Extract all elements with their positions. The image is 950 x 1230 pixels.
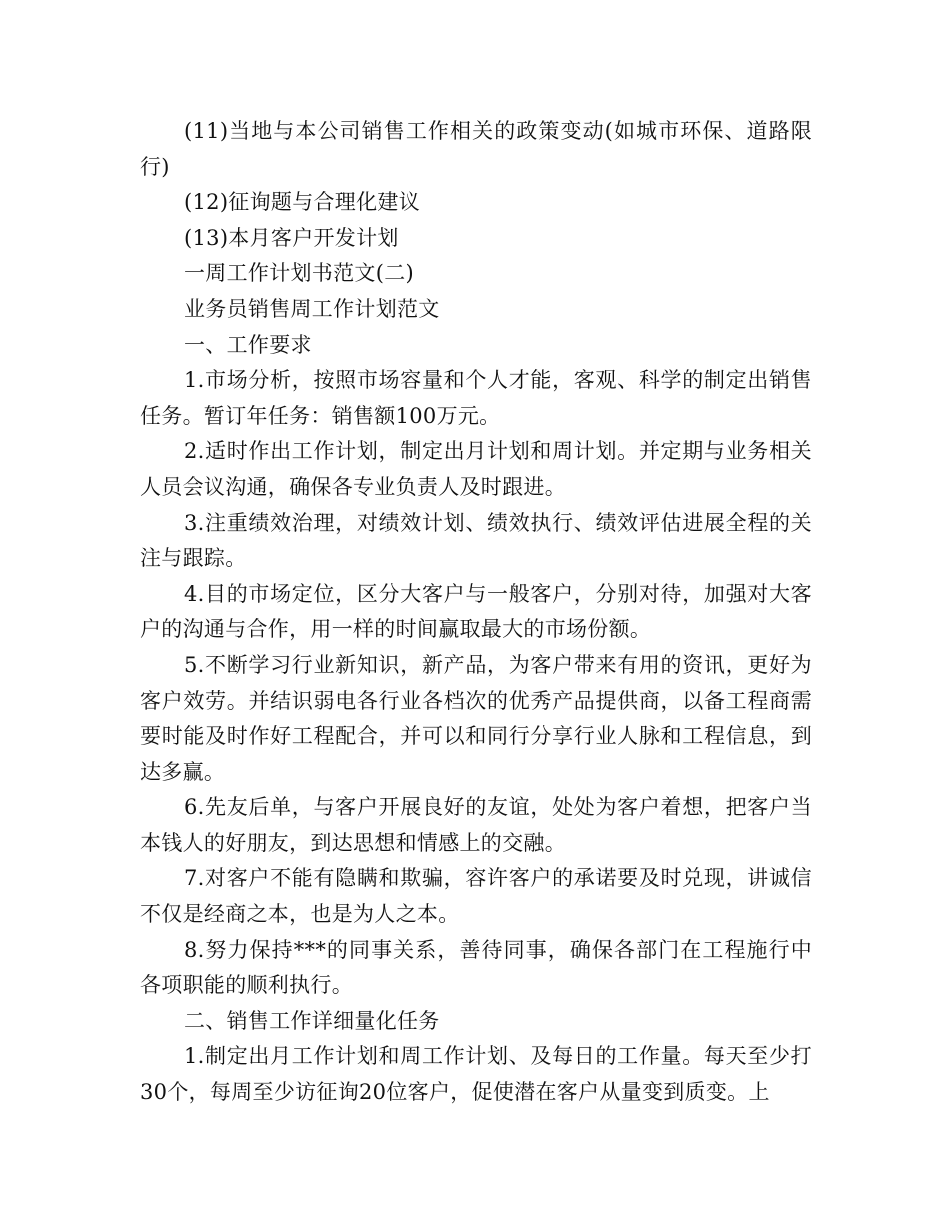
document-body: [140, 114, 812, 1111]
paragraph-item-11: (11)当地与本公司销售工作相关的政策变动(如城市环保、道路限行): [140, 119, 812, 179]
section-heading-weekly-plan-2: 一周工作计划书范文(二): [184, 261, 414, 286]
paragraph-item-12: (12)征询题与合理化建议: [184, 190, 421, 215]
task-1: 1.制定出月工作计划和周工作计划、及每日的工作量。每天至少打30个，每周至少访征询20位客户，促使潜在客户从量变到质变。上: [140, 1044, 812, 1105]
requirement-2: 2.适时作出工作计划，制定出月计划和周计划。并定期与业务相关人员会议沟通，确保各专业负责人及时跟进。: [140, 439, 812, 499]
requirement-6: 6.先友后单，与客户开展良好的友谊，处处为客户着想，把客户当本钱人的好朋友，到达思想和情感上的交融。: [140, 795, 812, 855]
paragraph-item-13: (13)本月客户开发计划: [184, 225, 399, 250]
requirement-1: 1.市场分析，按照市场容量和个人才能，客观、科学的制定出销售任务。暂订年任务：销售额100万元。: [140, 368, 812, 428]
section-heading-quantified-tasks: 二、销售工作详细量化任务: [184, 1008, 440, 1033]
document-subtitle: 业务员销售周工作计划范文: [184, 296, 440, 321]
requirement-8: 8.努力保持***的同事关系，善待同事，确保各部门在工程施行中各项职能的顺利执行。: [140, 937, 812, 998]
section-heading-work-requirements: 一、工作要求: [184, 332, 312, 357]
requirement-4: 4.目的市场定位，区分大客户与一般客户，分别对待，加强对大客户的沟通与合作，用一样的时间赢取最大的市场份额。: [140, 581, 812, 642]
requirement-3: 3.注重绩效治理，对绩效计划、绩效执行、绩效评估进展全程的关注与跟踪。: [140, 510, 812, 571]
requirement-5: 5.不断学习行业新知识，新产品，为客户带来有用的资讯，更好为客户效劳。并结识弱电各行业各档次的优秀产品提供商，以备工程商需要时能及时作好工程配合，并可以和同行分享行业人脉和工程信息，到达多赢。: [140, 652, 812, 784]
requirement-7: 7.对客户不能有隐瞒和欺骗，容许客户的承诺要及时兑现，讲诚信不仅是经商之本，也是为人之本。: [140, 866, 812, 927]
